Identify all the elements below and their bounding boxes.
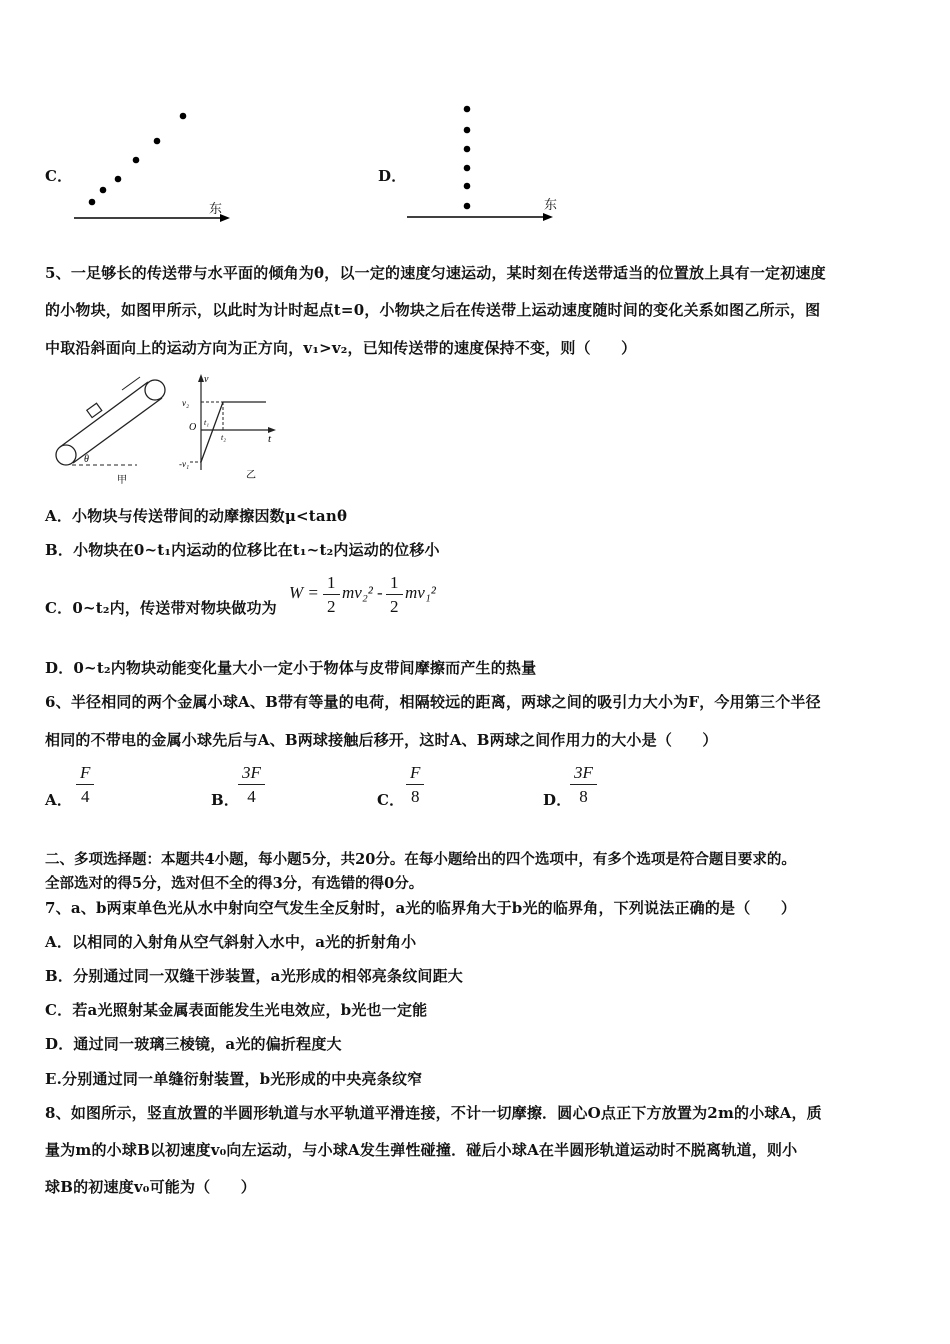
- t-axis-label: t: [268, 433, 272, 445]
- q5-option-a: A．小物块与传送带间的动摩擦因数μ<tanθ: [45, 507, 348, 525]
- t1-label: t₁: [204, 418, 210, 427]
- v2-label: v₂: [182, 398, 190, 408]
- q5-stem-line3: 中取沿斜面向上的运动方向为正方向，v₁>v₂，已知传送带的速度保持不变，则（ ）: [45, 339, 637, 357]
- q6-option-b-label: B．: [211, 791, 240, 809]
- lower-roller: [56, 445, 76, 465]
- q5-figure-conveyor: [52, 370, 192, 490]
- q6-option-c-label: C．: [377, 791, 405, 809]
- q5-option-c-formula: [289, 572, 449, 618]
- dot: [464, 183, 471, 190]
- q4-option-c-east-label: 东: [209, 202, 223, 217]
- q8-stem-line1: 8、如图所示，竖直放置的半圆形轨道与水平轨道平滑连接，不计一切摩擦．圆心O点正下方放置为2m的小球A，质: [45, 1104, 822, 1122]
- q6-option-c-fraction: $\frac{F}{8}$: [406, 762, 424, 809]
- q8-stem-line2: 量为m的小球B以初速度v₀向左运动，与小球A发生弹性碰撞．碰后小球A在半圆形轨道运动时不脱离轨道，则小: [45, 1141, 798, 1159]
- formula-w-eq: W =: [289, 583, 319, 602]
- q6-stem-line2: 相同的不带电的金属小球先后与A、B两球接触后移开，这时A、B两球之间作用力的大小是（ ）: [45, 731, 718, 749]
- q6-stem-line1: 6、半径相同的两个金属小球A、B带有等量的电荷，相隔较远的距离，两球之间的吸引力大小为F，今用第三个半径: [45, 693, 821, 711]
- q4-option-c-label: C．: [45, 167, 73, 185]
- dot: [180, 113, 187, 120]
- q7-option-b: B．分别通过同一双缝干涉装置，a光形成的相邻亮条纹间距大: [45, 967, 464, 985]
- dot: [464, 165, 471, 172]
- caption-jia: 甲: [117, 475, 127, 486]
- q8-stem-line3: 球B的初速度v₀可能为（ ）: [45, 1178, 256, 1196]
- section2-line2: 全部选对的得5分，选对但不全的得3分，有选错的得0分。: [45, 875, 424, 892]
- q7-option-c: C．若a光照射某金属表面能发生光电效应，b光也一定能: [45, 1001, 428, 1019]
- q4-option-c-figure: [70, 108, 310, 208]
- dot: [464, 106, 471, 113]
- belt-top: [60, 382, 148, 447]
- formula-term1: mv₂²: [342, 583, 373, 602]
- q5-stem-line2: 的小物块，如图甲所示，以此时为计时起点t=0，小物块之后在传送带上运动速度随时间的变化关系如图乙所示，图: [45, 301, 821, 319]
- q4-option-d-label: D．: [378, 167, 407, 185]
- q5-stem-line1: 5、一足够长的传送带与水平面的倾角为θ，以一定的速度匀速运动，某时刻在传送带适当的位置放上具有一定初速度: [45, 264, 826, 282]
- dot: [464, 203, 471, 210]
- q4-option-d-figure: [405, 100, 605, 220]
- dot: [89, 199, 96, 206]
- q6-option-d-label: D．: [543, 791, 572, 809]
- q7-option-e: E.分别通过同一单缝衍射装置，b光形成的中央亮条纹窄: [45, 1070, 423, 1088]
- q7-stem: 7、a、b两束单色光从水中射向空气发生全反射时，a光的临界角大于b光的临界角，下列说法正确的是（ ）: [45, 899, 797, 917]
- dot: [154, 138, 161, 145]
- q6-option-b-fraction: $\frac{3F}{4}$: [238, 762, 265, 809]
- q5-option-c-prefix: C．0~t₂内，传送带对物块做功为: [45, 599, 277, 617]
- motion-arrow: [122, 377, 140, 390]
- q5-option-b: B．小物块在0~t₁内运动的位移比在t₁~t₂内运动的位移小: [45, 541, 440, 559]
- formula-fraction-1: $\frac{1}{2}$: [323, 572, 340, 619]
- q5-figure-vt-graph: [176, 370, 286, 490]
- t2-label: t₂: [221, 433, 227, 442]
- q7-option-a: A．以相同的入射角从空气斜射入水中，a光的折射角小: [45, 933, 417, 951]
- formula-term2: mv₁²: [405, 583, 436, 602]
- section2-line1: 二、多项选择题：本题共4小题，每小题5分，共20分。在每小题给出的四个选项中，有多个选项是符合题目要求的。: [45, 851, 796, 868]
- formula-minus: -: [377, 583, 383, 602]
- q6-option-a-label: A．: [45, 791, 73, 809]
- dot: [133, 157, 140, 164]
- axis-arrow: [543, 213, 553, 221]
- block: [87, 403, 102, 417]
- formula-fraction-2: $\frac{1}{2}$: [386, 572, 403, 619]
- v-axis-label: v: [204, 374, 209, 385]
- q6-option-a-fraction: $\frac{F}{4}$: [76, 762, 94, 809]
- caption-yi: 乙: [246, 470, 256, 481]
- q4-option-d-east-label: 东: [544, 198, 558, 213]
- negv1-label: -v₁: [179, 459, 190, 469]
- dot: [464, 146, 471, 153]
- v-t-curve: [201, 402, 266, 462]
- dot: [464, 127, 471, 134]
- q5-option-d: D．0~t₂内物块动能变化量大小一定小于物体与皮带间摩擦而产生的热量: [45, 659, 537, 677]
- q6-option-d-fraction: $\frac{3F}{8}$: [570, 762, 597, 809]
- dot: [115, 176, 122, 183]
- theta-label: θ: [84, 454, 89, 465]
- dot: [100, 187, 107, 194]
- upper-roller: [145, 380, 165, 400]
- q7-option-d: D．通过同一玻璃三棱镜，a光的偏折程度大: [45, 1035, 342, 1053]
- origin-label: O: [189, 422, 197, 433]
